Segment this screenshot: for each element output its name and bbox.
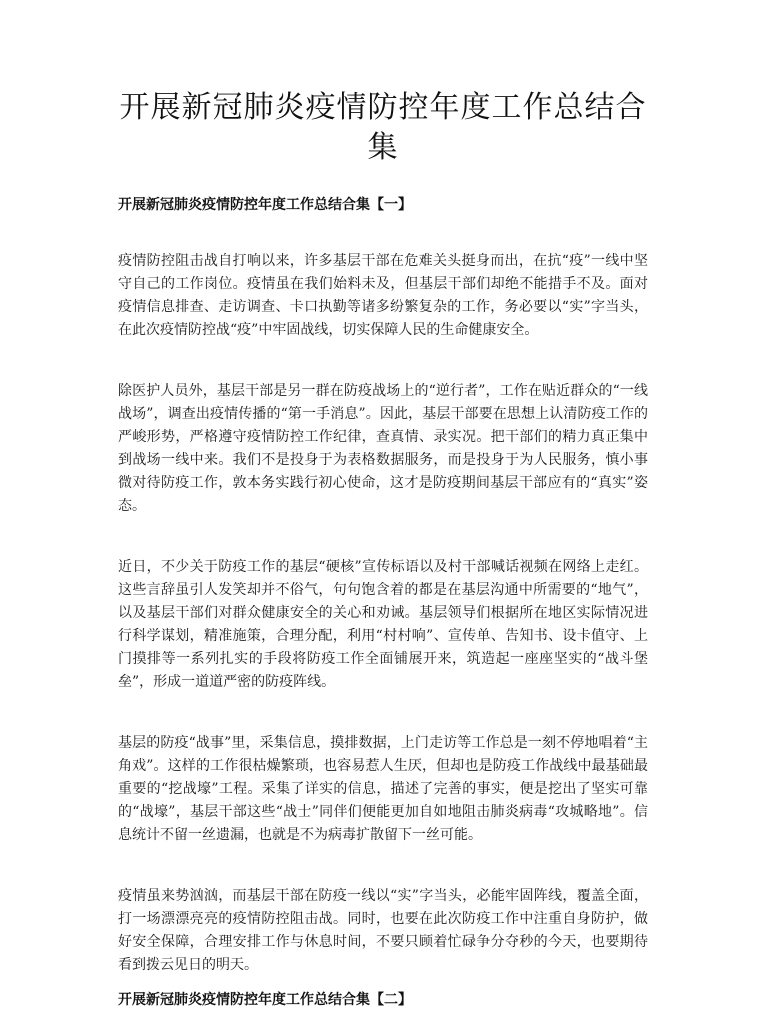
paragraph-5: 疫情虽来势汹汹，而基层干部在防疫一线以“实”字当头，必能牢固阵线，覆盖全面，打一场漂漂亮亮的疫情防控阻击战。同时，也要在此次防疫工作中注重自身防护，做好安全保障，合理安排工作与休息时间，不要只顾着忙碌争分夺秒的今天，也要期待看到拨云见日的明天。 <box>118 888 648 973</box>
section-heading-2: 开展新冠肺炎疫情防控年度工作总结合集【二】 <box>118 992 412 1008</box>
paragraph-3: 近日，不少关于防疫工作的基层“硬核”宣传标语以及村干部喊话视频在网络上走红。这些言辞虽引人发笑却并不俗气，句句饱含着的都是在基层沟通中所需要的“地气”，以及基层干部们对群众健康安全的关心和劝诫。基层领导们根据所在地区实际情况进行科学谋划，精准施策，合理分配，利用“村村响”、宣传单、告知书、设卡值守、上门摸排等一系列扎实的手段将防疫工作全面铺展开来，筑造起一座座坚实的“战斗堡垒”，形成一道道严密的防疫阵线。 <box>118 559 648 690</box>
paragraph-2: 除医护人员外，基层干部是另一群在防疫战场上的“逆行者”，工作在贴近群众的“一线战场”，调查出疫情传播的“第一手消息”。因此，基层干部要在思想上认清防疫工作的严峻形势，严格遵守疫情防控工作纪律，查真情、录实况。把干部们的精力真正集中到战场一线中来。我们不是投身于为表格数据服务，而是投身于为人民服务，慎小事微对待防疫工作，敦本务实践行初心使命，这才是防疫期间基层干部应有的“真实”姿态。 <box>118 383 648 514</box>
document-title: 开展新冠肺炎疫情防控年度工作总结合集 <box>119 90 647 165</box>
document-page <box>118 88 648 1011</box>
paragraph-4: 基层的防疫“战事”里，采集信息，摸排数据，上门走访等工作总是一刻不停地唱着“主角戏”。这样的工作很枯燥繁琐，也容易惹人生厌，但却也是防疫工作战线中最基础最重要的“挖战壕”工程。采集了详实的信息，描述了完善的事实，便是挖出了坚实可靠的“战壕”，基层干部这些“战士”同伴们便能更加自如地阻击肺炎病毒“攻城略地”。信息统计不留一丝遗漏，也就是不为病毒扩散留下一丝可能。 <box>118 735 648 843</box>
paragraph-1: 疫情防控阻击战自打响以来，许多基层干部在危难关头挺身而出，在抗“疫”一线中坚守自己的工作岗位。疫情虽在我们始料未及，但基层干部们却绝不能措手不及。面对疫情信息排查、走访调查、卡口执勤等诸多纷繁复杂的工作，务必要以“实”字当头，在此次疫情防控战“疫”中牢固战线，切实保障人民的生命健康安全。 <box>118 253 648 338</box>
section-heading-1: 开展新冠肺炎疫情防控年度工作总结合集【一】 <box>118 197 412 213</box>
